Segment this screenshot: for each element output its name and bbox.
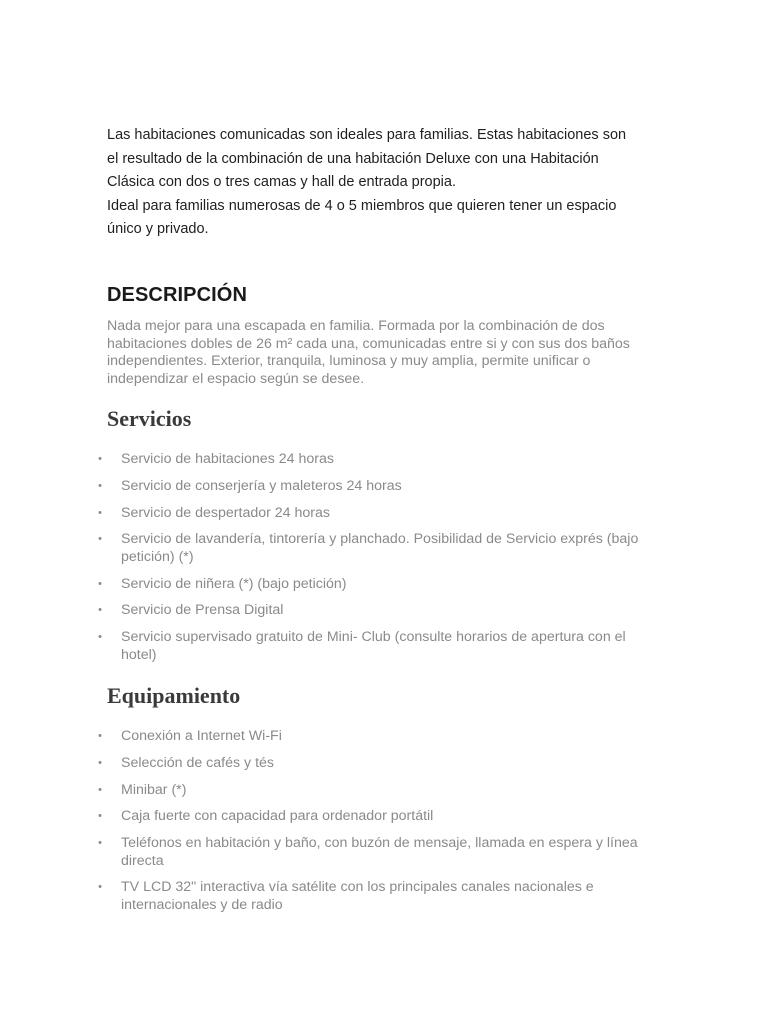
list-item-text: TV LCD 32" interactiva vía satélite con los principales canales nacionales e internacionales y de radio bbox=[121, 879, 594, 913]
list-item-text: Selección de cafés y tés bbox=[121, 754, 274, 771]
servicios-heading: Servicios bbox=[107, 406, 192, 431]
intro-line: Ideal para familias numerosas de 4 o 5 miembros que quieren tener un espacio bbox=[107, 197, 617, 214]
list-item-text: Servicio de niñera (*) (bajo petición) bbox=[121, 575, 347, 592]
bullet-icon: • bbox=[98, 533, 102, 546]
bullet-icon: • bbox=[98, 453, 102, 465]
list-item-text: Teléfonos en habitación y baño, con buzón de mensaje, llamada en espera y línea directa bbox=[121, 835, 638, 869]
list-item bbox=[93, 478, 653, 496]
bullet-icon: • bbox=[98, 577, 102, 590]
bullet-icon: • bbox=[98, 631, 102, 644]
list-item bbox=[93, 451, 653, 469]
list-item bbox=[93, 755, 653, 773]
bullet-icon: • bbox=[98, 756, 102, 769]
bullet-icon: • bbox=[98, 730, 102, 742]
intro-line: Clásica con dos o tres camas y hall de entrada propia. bbox=[107, 174, 456, 190]
list-item-text: Servicio de lavandería, tintorería y planchado. Posibilidad de Servicio exprés (bajo petición) (*) bbox=[121, 531, 639, 565]
list-item-text: Servicio de despertador 24 horas bbox=[121, 504, 330, 521]
bullet-icon: • bbox=[98, 881, 102, 894]
list-item bbox=[93, 782, 653, 800]
document-page bbox=[98, 124, 667, 913]
bullet-icon: • bbox=[98, 783, 102, 796]
list-item bbox=[93, 505, 653, 523]
description-heading: DESCRIPCIÓN bbox=[107, 284, 248, 306]
intro-paragraph bbox=[107, 124, 667, 242]
list-item bbox=[93, 835, 653, 870]
intro-line: el resultado de la combinación de una habitación Deluxe con una Habitación bbox=[107, 150, 599, 167]
bullet-icon: • bbox=[98, 506, 102, 519]
list-item bbox=[93, 531, 653, 566]
list-item-text: Servicio de conserjería y maleteros 24 horas bbox=[121, 477, 402, 494]
list-item bbox=[93, 629, 653, 664]
list-item-text: Servicio de habitaciones 24 horas bbox=[121, 451, 334, 467]
list-item bbox=[93, 728, 653, 746]
intro-line: único y privado. bbox=[107, 221, 209, 237]
intro-line: Las habitaciones comunicadas son ideales para familias. Estas habitaciones son bbox=[107, 127, 627, 143]
list-item bbox=[93, 879, 653, 914]
description-body: Nada mejor para una escapada en familia. Formada por la combinación de dos habitaciones dobles de 26 m² cada una, comunicadas entre si y con sus dos baños independientes. Exterior, tranquila, luminosa y muy amplia, permite unificar o independizar el espacio según se desee. bbox=[107, 318, 630, 387]
bullet-icon: • bbox=[98, 837, 102, 850]
list-item bbox=[93, 602, 653, 620]
list-item-text: Conexión a Internet Wi-Fi bbox=[121, 728, 282, 744]
servicios-list bbox=[93, 451, 653, 674]
list-item-text: Servicio supervisado gratuito de Mini- Club (consulte horarios de apertura con el hotel) bbox=[121, 629, 626, 663]
bullet-icon: • bbox=[98, 604, 102, 617]
list-item bbox=[93, 576, 653, 594]
list-item-text: Minibar (*) bbox=[121, 781, 187, 798]
bullet-icon: • bbox=[98, 479, 102, 492]
list-item-text: Caja fuerte con capacidad para ordenador portátil bbox=[121, 808, 434, 825]
equipamiento-heading: Equipamiento bbox=[107, 683, 241, 708]
equipamiento-list bbox=[93, 728, 653, 924]
list-item bbox=[93, 808, 653, 826]
bullet-icon: • bbox=[98, 810, 102, 823]
list-item-text: Servicio de Prensa Digital bbox=[121, 602, 284, 619]
